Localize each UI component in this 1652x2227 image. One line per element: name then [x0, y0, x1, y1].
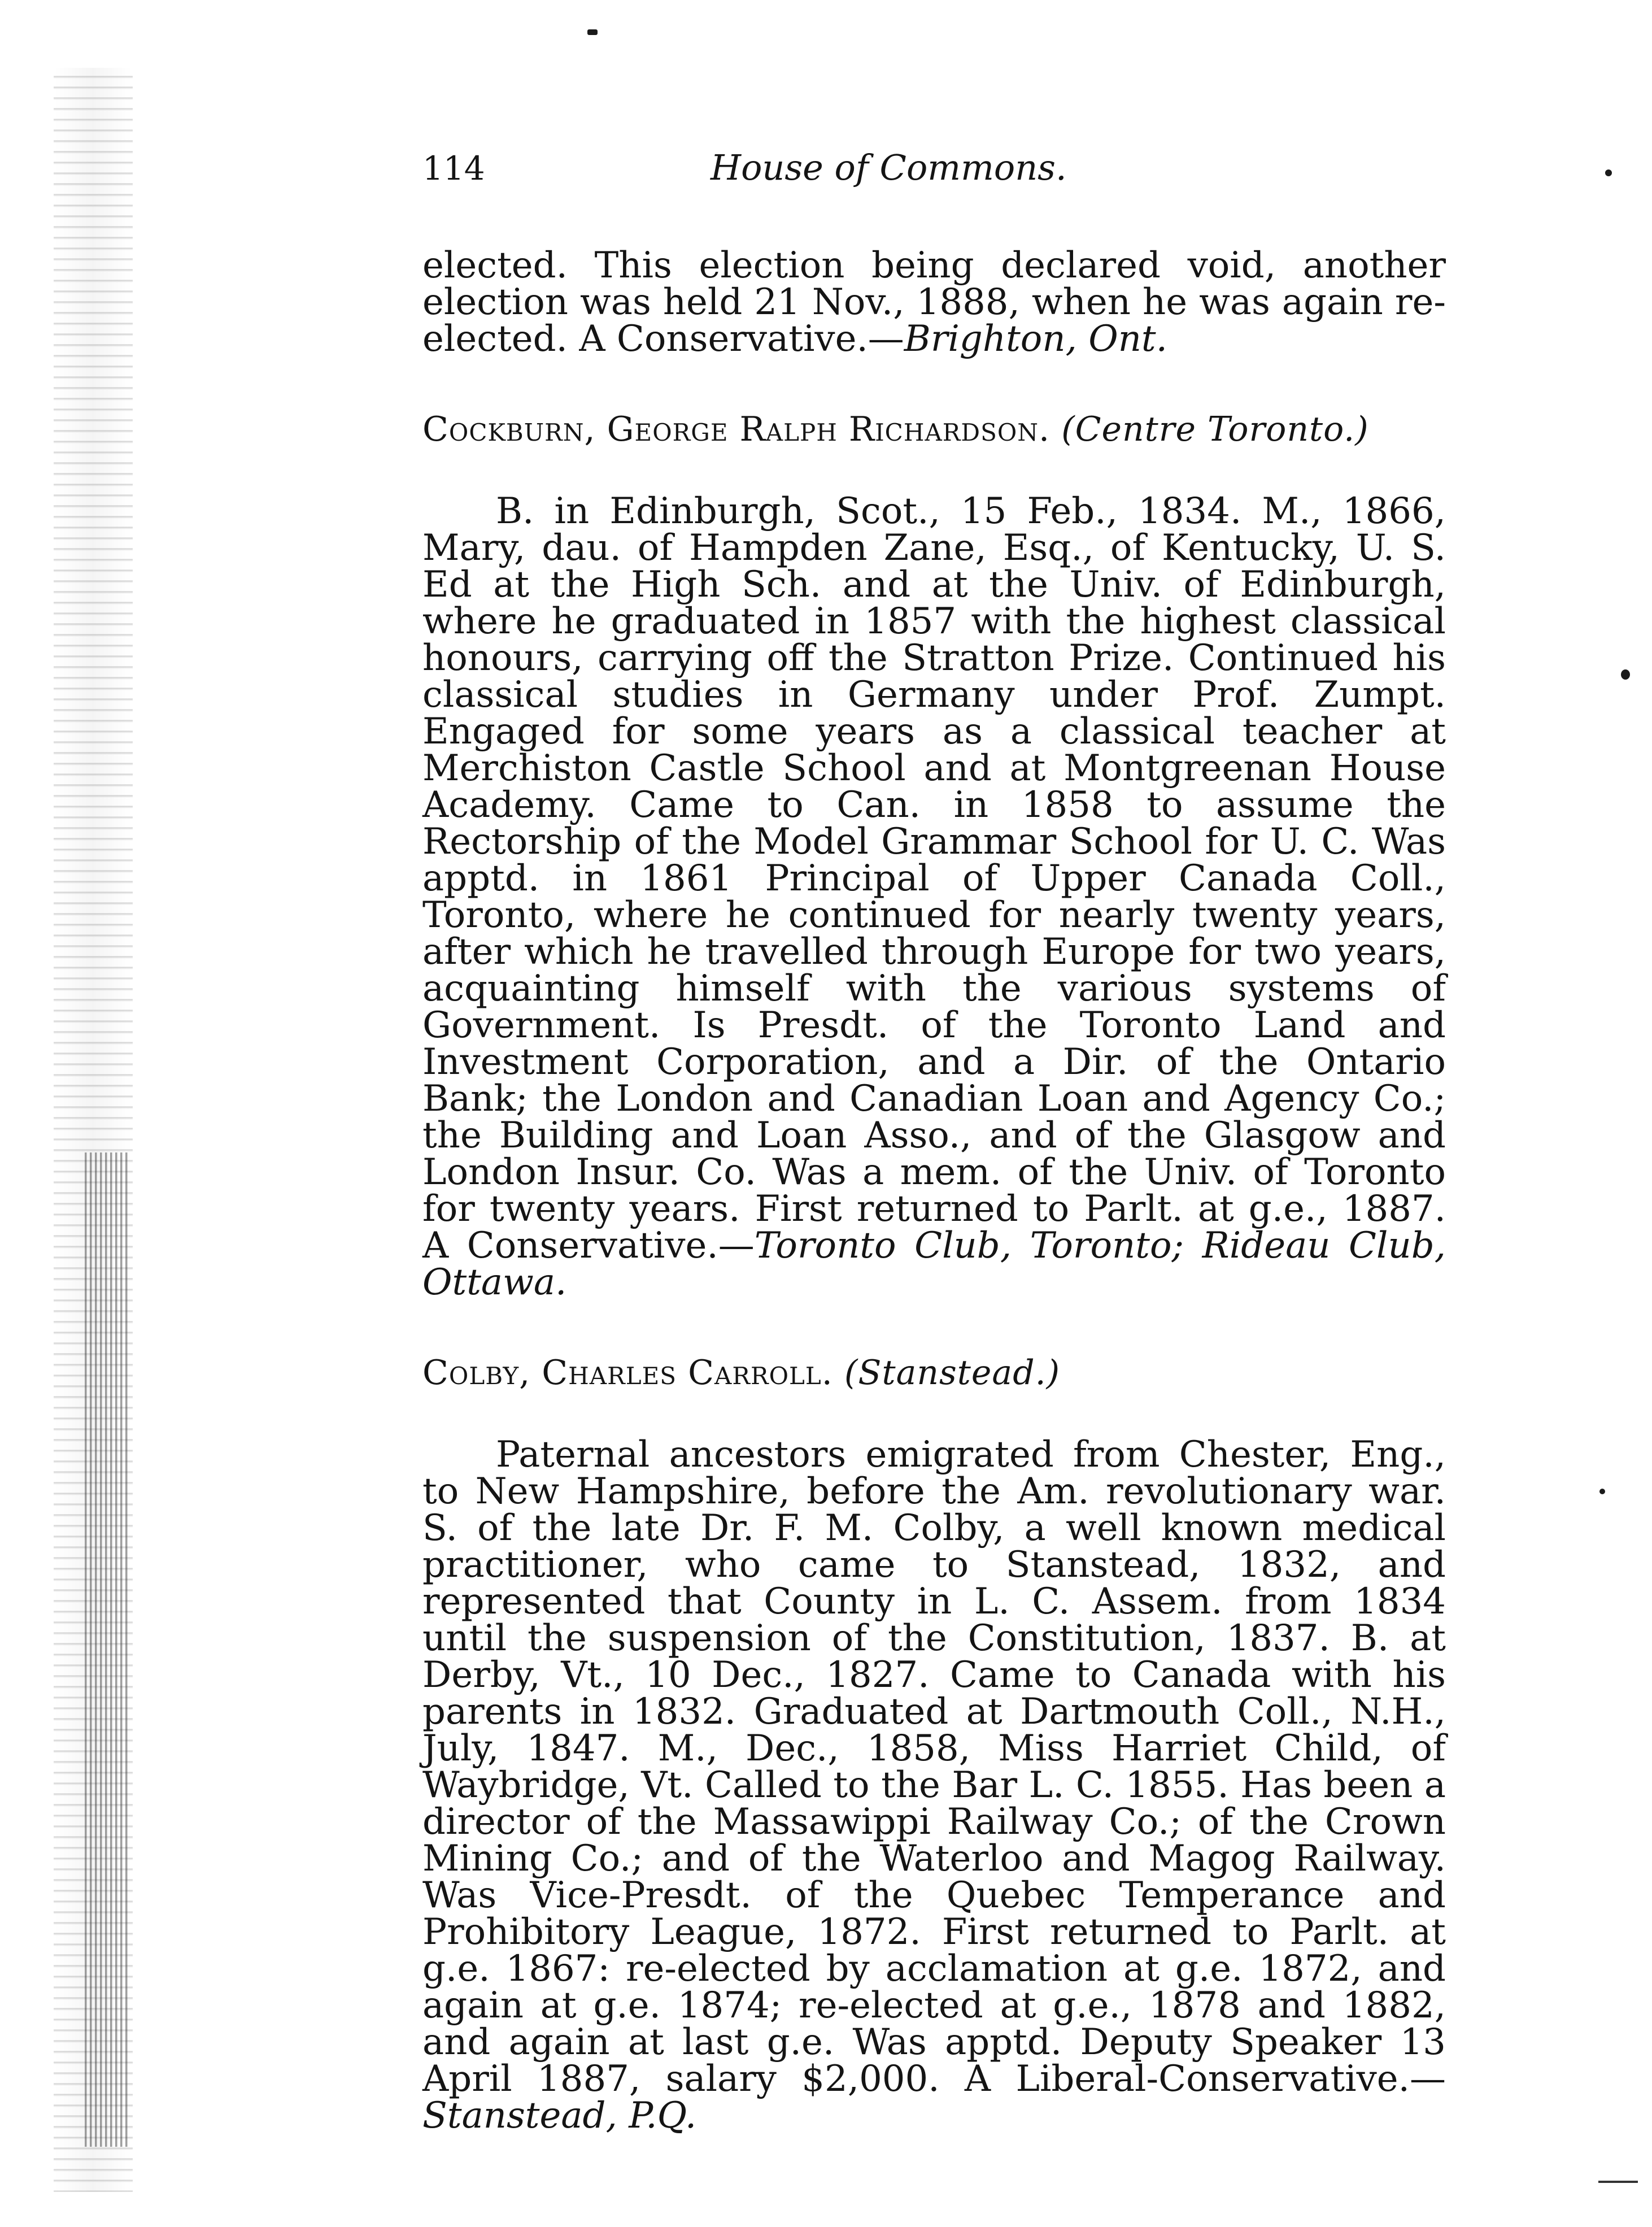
scan-edge-rule: [1598, 2181, 1638, 2183]
entry-colby: [422, 1353, 1446, 2137]
page-number: 114: [422, 149, 485, 188]
biography-address: Stanstead, P.Q.: [422, 2095, 697, 2137]
biography-text: B. in Edinburgh, Scot., 15 Feb., 1834. M., 1866, Mary, dau. of Hampden Zane, Esq., of Kentucky, U. S. Ed at the High Sch. and at the Univ. of Edinburgh, where he graduated in 1857 with the highest classical honours, carrying off the Stratton Prize. Continued his classical studies in Germany under Prof. Zumpt. Engaged for some years as a classical teacher at Merchiston Castle School and at Montgreenan House Academy. Came to Can. in 1858 to assume the Rectorship of the Model Grammar School for U. C. Was apptd. in 1861 Principal of Upper Canada Coll., Toronto, where he continued for nearly twenty years, after which he travelled through Europe for two years, acquainting himself with the various systems of Government. Is Presdt. of the Toronto Land and Investment Corporation, and a Dir. of the Ontario Bank; the London and Canadian Loan and Agency Co.; the Building and Loan Asso., and of the Glasgow and London Insur. Co. Was a mem. of the Univ. of Toronto for twenty years. First returned to Parlt. at g.e., 1887. A Conservative.—: [422, 490, 1446, 1267]
entry-heading: [422, 1353, 1446, 1393]
scan-speck-mark: [1605, 169, 1612, 176]
continued-text: elected. This election being declared void, another election was held 21 Nov., 1888, when he was again re-elected. A Conservative.—: [422, 245, 1446, 360]
member-name: Colby, Charles Carroll.: [422, 1353, 833, 1393]
continued-address: Brighton, Ont.: [904, 318, 1167, 360]
binding-edge-dark: [85, 1152, 130, 2147]
scan-speck-mark: [1599, 1489, 1605, 1494]
riding-name: (Stanstead.): [844, 1353, 1061, 1393]
entry-cockburn: [422, 410, 1446, 1301]
member-name: Cockburn, George Ralph Richardson.: [422, 410, 1051, 449]
scan-speck-mark: [1621, 669, 1630, 680]
running-title: House of Commons.: [711, 147, 1067, 188]
biography-address: Toronto Club, Toronto; Rideau Club, Ottawa.: [422, 1225, 1446, 1303]
scan-speck-mark: [587, 29, 598, 35]
riding-name: (Centre Toronto.): [1061, 410, 1369, 449]
page-text: [422, 147, 1446, 2186]
biography-text: Paternal ancestors emigrated from Chester, Eng., to New Hampshire, before the Am. revolutionary war. S. of the late Dr. F. M. Colby, a well known medical practitioner, who came to Stanstead, 1832, and represented that County in L. C. Assem. from 1834 until the suspension of the Constitution, 1837. B. at Derby, Vt., 10 Dec., 1827. Came to Canada with his parents in 1832. Graduated at Dartmouth Coll., N.H., July, 1847. M., Dec., 1858, Miss Harriet Child, of Waybridge, Vt. Called to the Bar L. C. 1855. Has been a director of the Massawippi Railway Co.; of the Crown Mining Co.; and of the Waterloo and Magog Railway. Was Vice-Presdt. of the Quebec Temperance and Prohibitory League, 1872. First returned to Parlt. at g.e. 1867: re-elected by acclamation at g.e. 1872, and again at g.e. 1874; re-elected at g.e., 1878 and 1882, and again at last g.e. Was apptd. Deputy Speaker 13 April 1887, salary $2,000. A Liberal-Conservative.—: [422, 1434, 1446, 2100]
continued-entry: [422, 247, 1446, 358]
page-header: [422, 147, 1446, 203]
biography: [422, 1434, 1446, 2137]
biography: [422, 490, 1446, 1303]
entry-heading: [422, 410, 1446, 449]
